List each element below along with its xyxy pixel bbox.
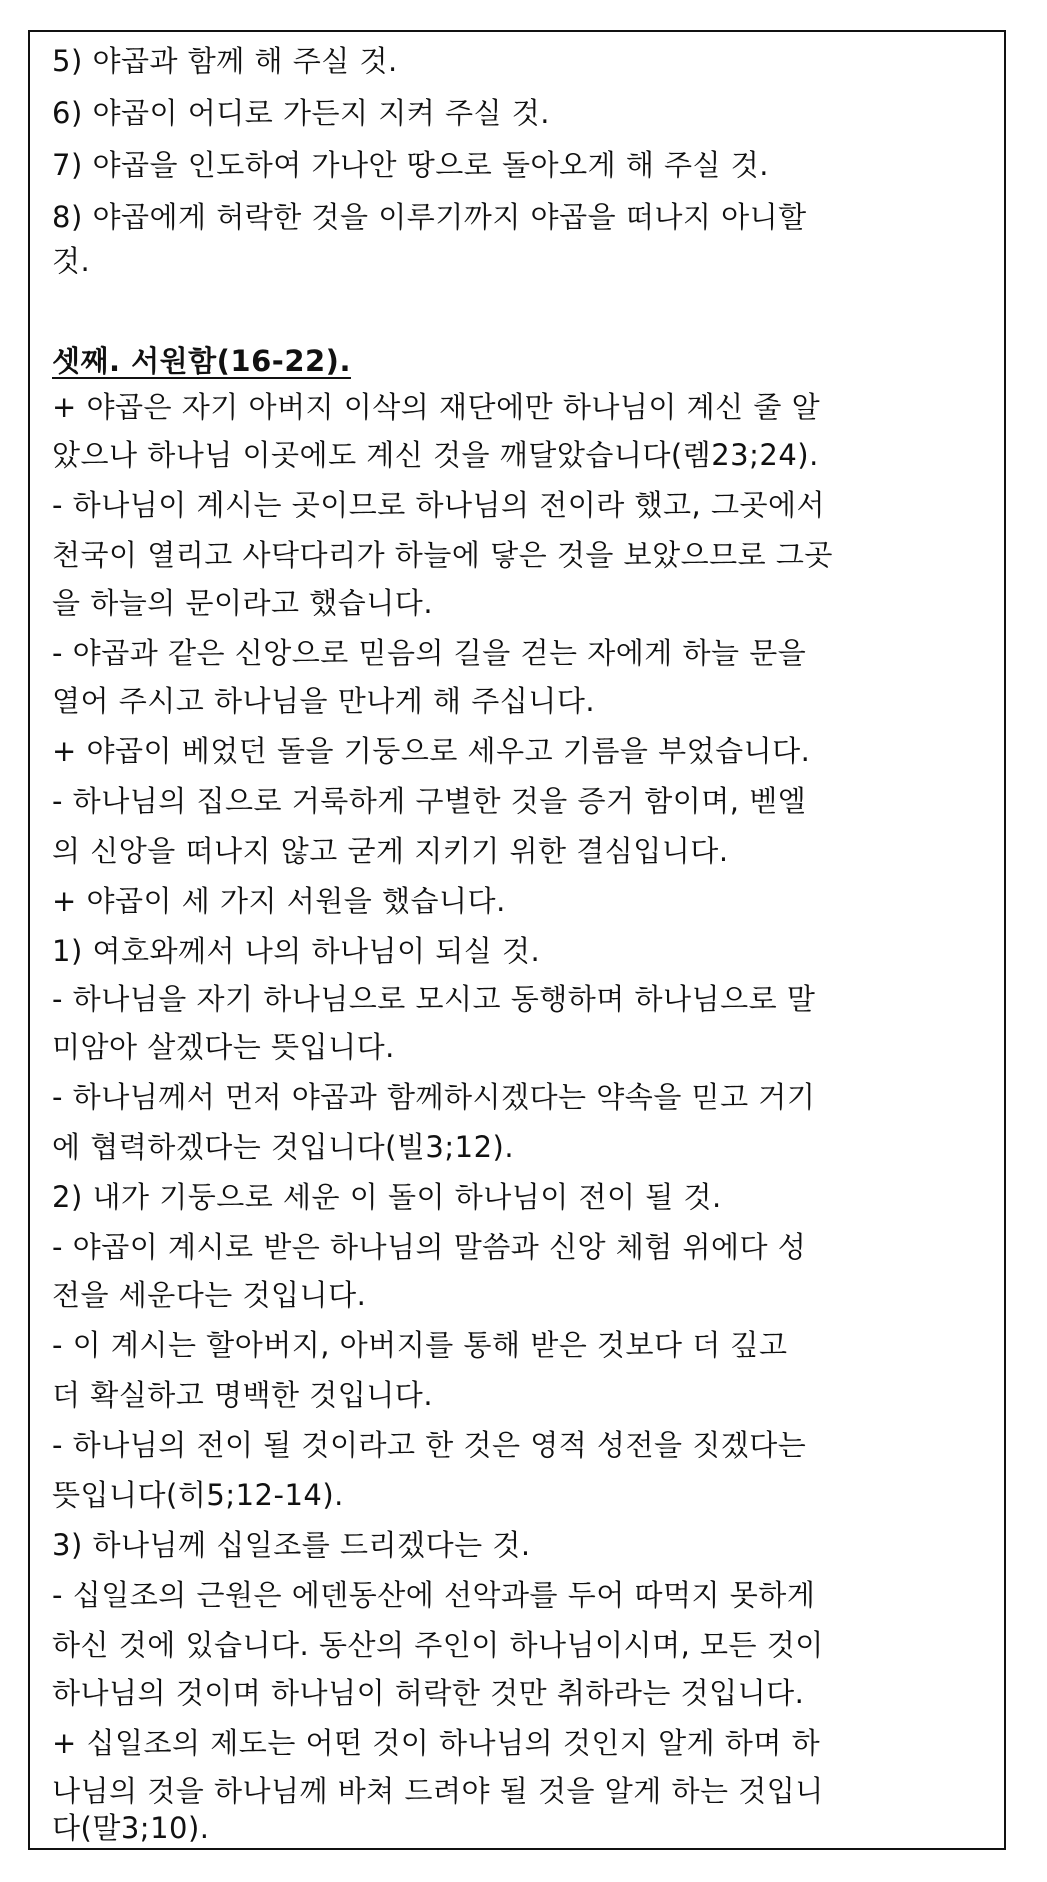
text-line: 2) 내가 기둥으로 세운 이 돌이 하나님이 전이 될 것. xyxy=(52,1180,722,1214)
section-heading: 셋째. 서원함(16-22). xyxy=(52,344,351,378)
text-line: - 이 계시는 할아버지, 아버지를 통해 받은 것보다 더 깊고 xyxy=(52,1328,788,1362)
blank-line xyxy=(52,288,992,338)
text-line: - 야곱과 같은 신앙으로 믿음의 길을 걷는 자에게 하늘 문을 xyxy=(52,636,807,670)
text-line: 의 신앙을 떠나지 않고 굳게 지키기 위한 결심입니다. xyxy=(52,834,729,868)
text-line: + 야곱이 베었던 돌을 기둥으로 세우고 기름을 부었습니다. xyxy=(52,734,811,768)
text-line: 을 하늘의 문이라고 했습니다. xyxy=(52,586,434,620)
text-line: 뜻입니다(히5;12-14). xyxy=(52,1478,344,1512)
text-line: 미암아 살겠다는 뜻입니다. xyxy=(52,1030,395,1064)
text-line: 전을 세운다는 것입니다. xyxy=(52,1278,367,1312)
text-line: 것. xyxy=(52,244,91,278)
text-line: 하신 것에 있습니다. 동산의 주인이 하나님이시며, 모든 것이 xyxy=(52,1628,824,1662)
text-line: - 십일조의 근원은 에덴동산에 선악과를 두어 따먹지 못하게 xyxy=(52,1578,816,1612)
text-line: 나님의 것을 하나님께 바쳐 드려야 될 것을 알게 하는 것입니 xyxy=(52,1774,824,1808)
text-line: 하나님의 것이며 하나님이 허락한 것만 취하라는 것입니다. xyxy=(52,1676,805,1710)
text-line: - 하나님이 계시는 곳이므로 하나님의 전이라 했고, 그곳에서 xyxy=(52,488,826,522)
text-line: - 하나님의 집으로 거룩하게 구별한 것을 증거 함이며, 벧엘 xyxy=(52,784,807,818)
text-line: 았으나 하나님 이곳에도 계신 것을 깨달았습니다(렘23;24). xyxy=(52,438,819,472)
text-line: 6) 야곱이 어디로 가든지 지켜 주실 것. xyxy=(52,96,550,130)
text-line: 3) 하나님께 십일조를 드리겠다는 것. xyxy=(52,1528,531,1562)
text-line: 열어 주시고 하나님을 만나게 해 주십니다. xyxy=(52,684,596,718)
text-line: 8) 야곱에게 허락한 것을 이루기까지 야곱을 떠나지 아니할 xyxy=(52,200,807,234)
text-line: - 하나님께서 먼저 야곱과 함께하시겠다는 약속을 믿고 거기 xyxy=(52,1080,816,1114)
text-line: 다(말3;10). xyxy=(52,1811,210,1845)
text-line: + 야곱이 세 가지 서원을 했습니다. xyxy=(52,884,506,918)
text-line: - 하나님을 자기 하나님으로 모시고 동행하며 하나님으로 말 xyxy=(52,982,816,1016)
text-line: - 하나님의 전이 될 것이라고 한 것은 영적 성전을 짓겠다는 xyxy=(52,1428,807,1462)
text-line: + 야곱은 자기 아버지 이삭의 재단에만 하나님이 계신 줄 알 xyxy=(52,390,821,424)
text-line: - 야곱이 계시로 받은 하나님의 말씀과 신앙 체험 위에다 성 xyxy=(52,1230,807,1264)
text-line: 천국이 열리고 사닥다리가 하늘에 닿은 것을 보았으므로 그곳 xyxy=(52,538,833,572)
text-line: 더 확실하고 명백한 것입니다. xyxy=(52,1378,434,1412)
text-line: 7) 야곱을 인도하여 가나안 땅으로 돌아오게 해 주실 것. xyxy=(52,148,770,182)
text-line: 5) 야곱과 함께 해 주실 것. xyxy=(52,44,398,78)
text-line: 에 협력하겠다는 것입니다(빌3;12). xyxy=(52,1130,515,1164)
text-line: + 십일조의 제도는 어떤 것이 하나님의 것인지 알게 하며 하 xyxy=(52,1726,821,1760)
text-line: 1) 여호와께서 나의 하나님이 되실 것. xyxy=(52,934,541,968)
